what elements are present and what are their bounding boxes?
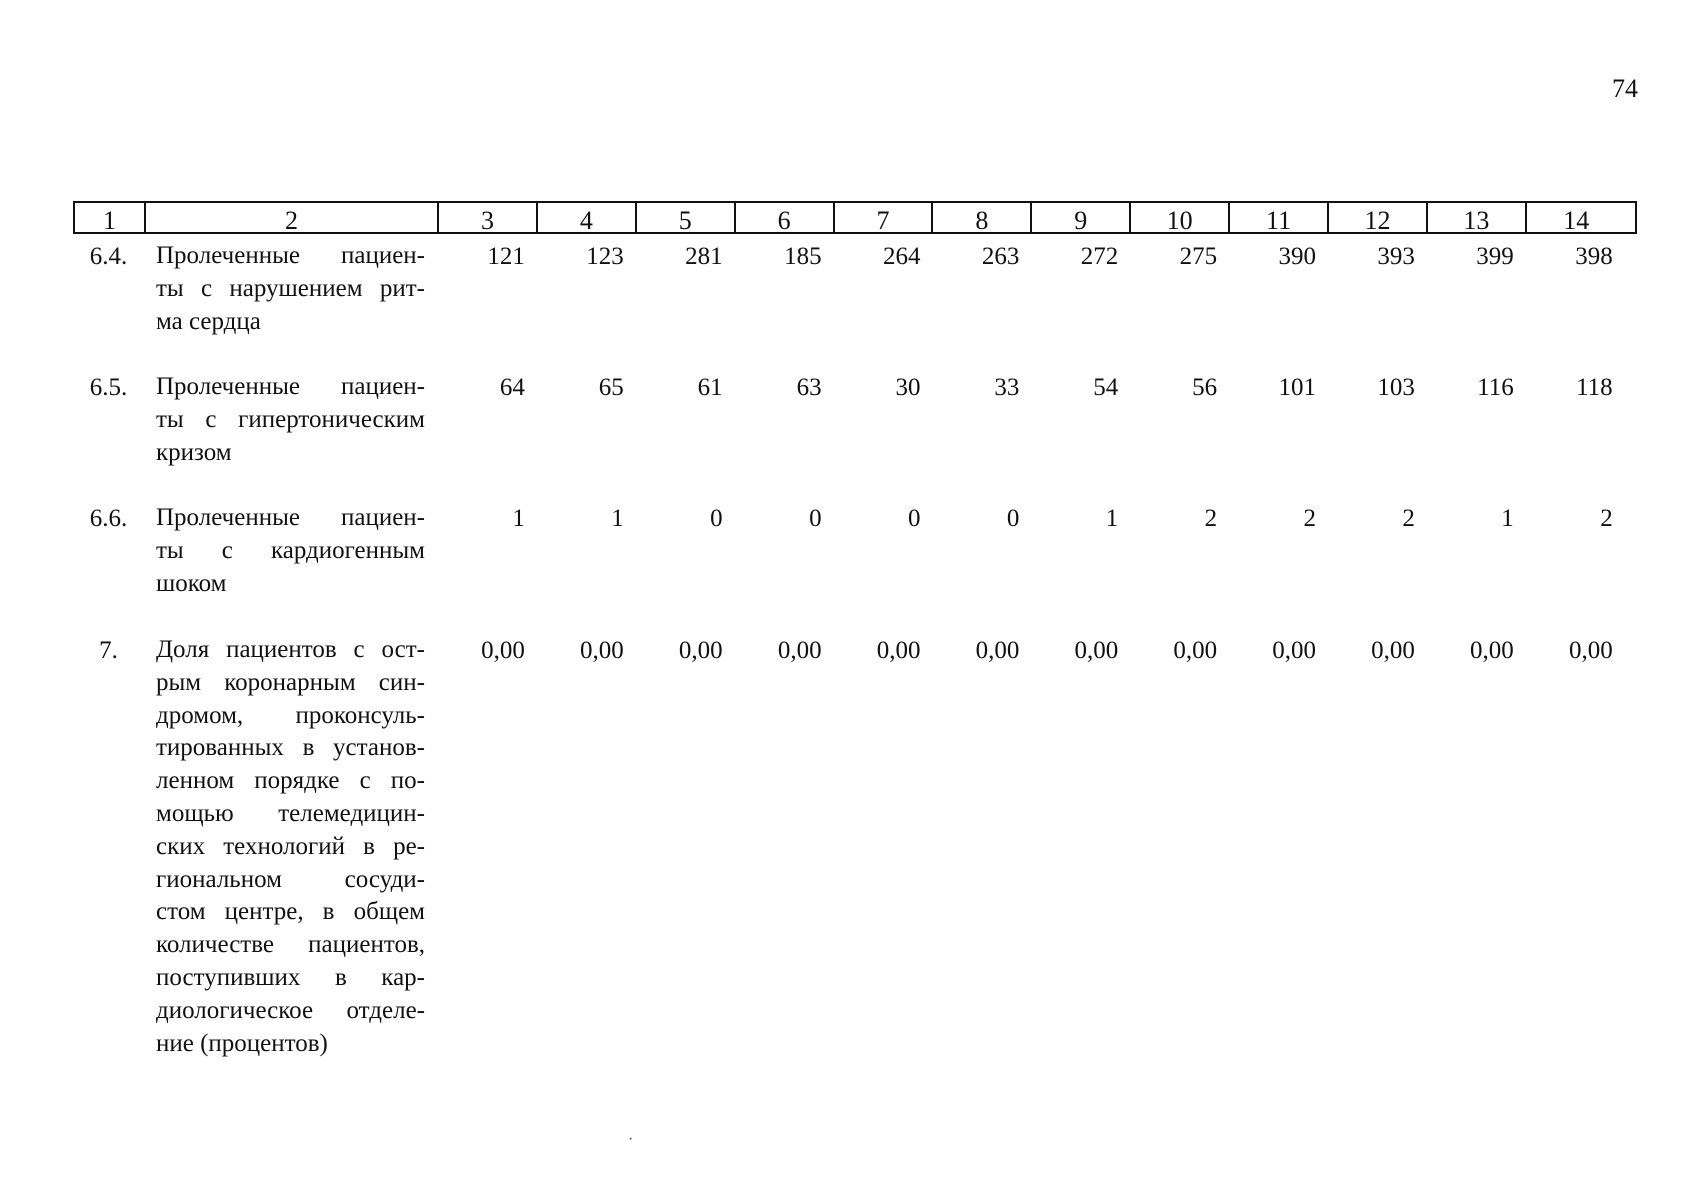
row-value: 0,00	[1074, 637, 1119, 664]
row-description-line: тированных в установ-	[156, 734, 425, 762]
header-cell: 5	[637, 203, 736, 232]
row-description-line: Доля пациентов с ост-	[156, 636, 425, 663]
row-description-line: ленном порядке с по-	[156, 767, 425, 795]
row-description-line: Пролеченные пациен-	[156, 373, 425, 400]
row-number: 6.6.	[89, 505, 128, 532]
row-description-line: ты с гипертоническим	[156, 405, 425, 433]
row-value: 118	[1576, 374, 1613, 401]
row-value: 0,00	[975, 637, 1020, 664]
row-value: 0,00	[678, 637, 723, 664]
row-description	[144, 371, 437, 469]
row-value: 0,00	[876, 637, 921, 664]
row-description-line: дромом, проконсуль-	[156, 701, 425, 729]
row-description-line: кризом	[156, 438, 232, 466]
row-value: 121	[487, 243, 525, 270]
table-header-row	[73, 201, 1637, 234]
row-value: 65	[598, 374, 624, 401]
row-description-line: Пролеченные пациен-	[156, 242, 425, 269]
row-value: 281	[685, 243, 723, 270]
row-description-line: количестве пациентов,	[156, 931, 425, 959]
row-description-line: рым коронарным син-	[156, 668, 425, 696]
row-value: 185	[784, 243, 822, 270]
header-cell: 13	[1428, 203, 1527, 232]
row-value: 61	[697, 374, 723, 401]
row-value: 1	[512, 505, 525, 532]
row-description	[144, 502, 437, 600]
row-value: 2	[1600, 505, 1613, 532]
table-row	[73, 634, 1637, 1060]
row-description-line: шоком	[156, 569, 227, 597]
row-value: 33	[994, 374, 1020, 401]
row-description-line: мощью телемедицин-	[156, 799, 425, 827]
header-cell: 12	[1329, 203, 1428, 232]
row-number: 7.	[99, 637, 118, 664]
row-value: 0,00	[1371, 637, 1415, 664]
row-description-line: Пролеченные пациен-	[156, 504, 425, 531]
row-value: 101	[1278, 374, 1317, 401]
row-description-line: стом центре, в общем	[156, 898, 425, 926]
row-value: 0,00	[481, 637, 525, 664]
row-value: 1	[1105, 505, 1119, 532]
row-description	[144, 634, 437, 1060]
row-description-line: ты с кардиогенным	[156, 536, 425, 564]
row-value: 103	[1377, 374, 1415, 401]
row-description	[144, 240, 437, 338]
row-description-line: ты с нарушением рит-	[156, 274, 425, 302]
row-value: 393	[1377, 243, 1415, 270]
header-cell: 1	[75, 203, 146, 232]
header-cell: 10	[1131, 203, 1230, 232]
row-value: 1	[1501, 505, 1514, 532]
row-value: 54	[1093, 374, 1119, 401]
row-value: 1	[611, 505, 624, 532]
row-value: 0,00	[1568, 637, 1613, 664]
header-cell: 4	[538, 203, 637, 232]
row-value: 0	[1006, 505, 1020, 532]
row-value: 2	[1402, 505, 1415, 532]
row-value: 0	[907, 505, 921, 532]
header-cell: 8	[933, 203, 1032, 232]
header-cell: 14	[1563, 206, 1590, 235]
header-cell: 3	[439, 203, 538, 232]
row-value: 2	[1204, 505, 1218, 532]
row-value: 275	[1179, 243, 1218, 270]
row-value: 0,00	[777, 637, 822, 664]
row-number: 6.4.	[89, 243, 128, 270]
header-cell: 2	[146, 203, 439, 232]
row-description-line: гиональном сосуди-	[156, 865, 425, 893]
row-value: 64	[499, 374, 525, 401]
row-value: 0	[710, 505, 723, 532]
row-value: 116	[1477, 374, 1514, 401]
row-value: 63	[796, 374, 822, 401]
header-cell: 11	[1230, 203, 1329, 232]
row-number: 6.5.	[89, 374, 128, 401]
page-number: 74	[1612, 74, 1638, 103]
row-value: 0,00	[1470, 637, 1514, 664]
table-row	[73, 240, 1637, 338]
row-value: 0,00	[580, 637, 624, 664]
row-value: 399	[1476, 243, 1514, 270]
row-description-line: ние (процентов)	[156, 1029, 328, 1057]
table-row	[73, 502, 1637, 600]
header-cell: 7	[835, 203, 934, 232]
row-value: 30	[895, 374, 921, 401]
row-value: 263	[981, 243, 1020, 270]
row-value: 264	[882, 243, 921, 270]
header-cell: 9	[1032, 203, 1131, 232]
row-value: 0,00	[1272, 637, 1317, 664]
row-description-line: поступивших в кар-	[156, 963, 425, 991]
row-value: 56	[1192, 374, 1218, 401]
row-description-line: диологическое отделе-	[156, 996, 425, 1024]
row-value: 0	[809, 505, 822, 532]
row-value: 123	[586, 243, 624, 270]
header-cell: 6	[736, 203, 835, 232]
table-row	[73, 371, 1637, 469]
row-value: 2	[1303, 505, 1317, 532]
row-description-line: ма сердца	[156, 307, 261, 335]
row-value: 390	[1278, 243, 1317, 270]
scan-speck: ·	[628, 1131, 634, 1148]
row-value: 272	[1080, 243, 1119, 270]
row-description-line: ских технологий в ре-	[156, 832, 425, 860]
row-value: 398	[1575, 243, 1613, 270]
row-value: 0,00	[1173, 637, 1218, 664]
